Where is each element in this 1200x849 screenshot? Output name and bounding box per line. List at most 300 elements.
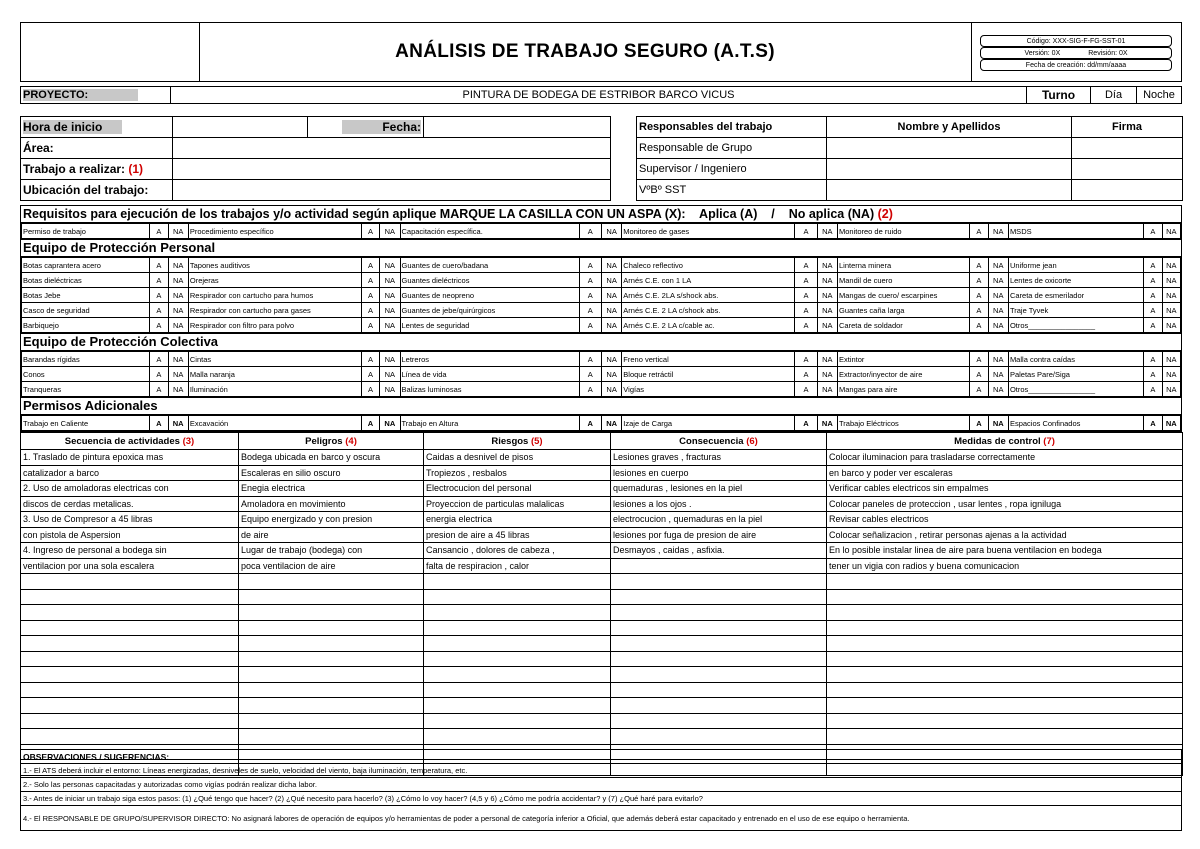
applies-checkbox[interactable]: A — [1144, 367, 1162, 382]
applies-checkbox[interactable]: A — [795, 416, 817, 431]
applies-checkbox[interactable]: A — [579, 367, 601, 382]
code-box — [980, 35, 1172, 47]
activity-cell[interactable]: lesiones a los ojos . — [611, 496, 827, 512]
checklist-row — [22, 288, 1181, 303]
work-field[interactable] — [173, 159, 611, 180]
not-applies-checkbox[interactable]: NA — [380, 288, 400, 303]
project-name[interactable]: PINTURA DE BODEGA DE ESTRIBOR BARCO VICUS — [171, 87, 1027, 103]
area-field[interactable] — [173, 138, 611, 159]
start-time-field[interactable] — [173, 117, 308, 138]
applies-checkbox[interactable]: A — [970, 288, 988, 303]
not-applies-checkbox[interactable]: NA — [1162, 303, 1180, 318]
applies-checkbox[interactable]: A — [970, 224, 988, 239]
activity-cell[interactable] — [21, 667, 239, 683]
applies-checkbox[interactable]: A — [361, 224, 379, 239]
activity-cell[interactable]: quemaduras , lesiones en la piel — [611, 481, 827, 497]
not-applies-checkbox[interactable]: NA — [601, 318, 621, 333]
applies-checkbox[interactable]: A — [795, 258, 817, 273]
activity-cell[interactable]: presion de aire a 45 libras — [424, 527, 611, 543]
activity-cell[interactable] — [21, 636, 239, 652]
not-applies-checkbox[interactable]: NA — [988, 288, 1008, 303]
activity-cell[interactable] — [611, 698, 827, 714]
shift-label: Turno — [1027, 87, 1091, 103]
activity-cell[interactable]: Tropiezos , resbalos — [424, 465, 611, 481]
not-applies-checkbox[interactable]: NA — [168, 224, 188, 239]
applies-checkbox[interactable]: A — [150, 367, 168, 382]
activity-cell[interactable]: Escaleras en silio oscuro — [239, 465, 424, 481]
applies-checkbox[interactable]: A — [795, 382, 817, 397]
not-applies-checkbox[interactable]: NA — [380, 303, 400, 318]
location-label: Ubicación del trabajo: — [21, 180, 173, 201]
checklist-item-label: Malla contra caídas — [1008, 352, 1143, 367]
activity-cell[interactable]: Verificar cables electricos sin empalmes — [827, 481, 1183, 497]
applies-checkbox[interactable]: A — [795, 288, 817, 303]
not-applies-checkbox[interactable]: NA — [168, 318, 188, 333]
activity-cell[interactable]: Revisar cables electricos — [827, 512, 1183, 528]
checklist-row — [22, 382, 1181, 397]
activity-cell[interactable] — [239, 713, 424, 729]
not-applies-checkbox[interactable]: NA — [988, 416, 1008, 431]
applies-checkbox[interactable]: A — [579, 273, 601, 288]
applies-checkbox[interactable]: A — [795, 303, 817, 318]
activity-cell[interactable] — [424, 682, 611, 698]
activity-cell[interactable] — [611, 620, 827, 636]
activity-cell[interactable]: Cansancio , dolores de cabeza , — [424, 543, 611, 559]
checklist-item-label: Guantes de neopreno — [400, 288, 579, 303]
applies-checkbox[interactable]: A — [150, 382, 168, 397]
checklist-item-label: Mangas para aire — [838, 382, 970, 397]
not-applies-checkbox[interactable]: NA — [168, 382, 188, 397]
applies-checkbox[interactable]: A — [970, 382, 988, 397]
checklist-item-label: Chaleco reflectivo — [622, 258, 795, 273]
activity-cell[interactable] — [21, 605, 239, 621]
applies-checkbox[interactable]: A — [361, 303, 379, 318]
applies-checkbox[interactable]: A — [361, 352, 379, 367]
not-applies-checkbox[interactable]: NA — [601, 352, 621, 367]
not-applies-checkbox[interactable]: NA — [380, 258, 400, 273]
responsible-signature-field[interactable] — [1072, 159, 1183, 180]
activity-cell[interactable] — [827, 651, 1183, 667]
activity-row — [21, 636, 1183, 652]
activity-cell[interactable]: Equipo energizado y con presion — [239, 512, 424, 528]
applies-checkbox[interactable]: A — [579, 416, 601, 431]
activity-cell[interactable] — [424, 620, 611, 636]
activity-cell[interactable]: Caidas a desnivel de pisos — [424, 450, 611, 466]
applies-checkbox[interactable]: A — [361, 416, 379, 431]
not-applies-checkbox[interactable]: NA — [1162, 318, 1180, 333]
activity-row — [21, 713, 1183, 729]
applies-checkbox[interactable]: A — [361, 288, 379, 303]
applies-checkbox[interactable]: A — [579, 224, 601, 239]
applies-checkbox[interactable]: A — [150, 303, 168, 318]
epp-title: Equipo de Protección Personal — [21, 239, 1181, 257]
activities-column-header — [827, 433, 1183, 450]
activity-row — [21, 651, 1183, 667]
applies-checkbox[interactable]: A — [150, 273, 168, 288]
activity-cell[interactable] — [21, 682, 239, 698]
applies-checkbox[interactable]: A — [1144, 224, 1162, 239]
activity-cell[interactable] — [827, 574, 1183, 590]
checklist-item-label: Línea de vida — [400, 367, 579, 382]
activity-row — [21, 698, 1183, 714]
activity-cell[interactable] — [827, 620, 1183, 636]
document-version: Versión: 0X — [1024, 49, 1061, 57]
not-applies-checkbox[interactable]: NA — [817, 224, 837, 239]
activity-cell[interactable]: poca ventilacion de aire — [239, 558, 424, 574]
not-applies-checkbox[interactable]: NA — [817, 367, 837, 382]
activity-cell[interactable] — [611, 558, 827, 574]
checklist-item-label: Respirador con filtro para polvo — [188, 318, 361, 333]
checklist-item-label: Cintas — [188, 352, 361, 367]
activity-cell[interactable] — [611, 667, 827, 683]
not-applies-checkbox[interactable]: NA — [380, 367, 400, 382]
not-applies-checkbox[interactable]: NA — [1162, 352, 1180, 367]
not-applies-checkbox[interactable]: NA — [988, 224, 1008, 239]
not-applies-checkbox[interactable]: NA — [380, 382, 400, 397]
checklist-item-label: Otros________________ — [1008, 382, 1143, 397]
applies-checkbox[interactable]: A — [579, 288, 601, 303]
not-applies-checkbox[interactable]: NA — [988, 273, 1008, 288]
column-header-label: Peligros — [305, 435, 343, 447]
column-header-label: Medidas de control — [954, 435, 1041, 447]
creation-date-box — [980, 59, 1172, 71]
activity-cell[interactable]: lesiones en cuerpo — [611, 465, 827, 481]
applies-checkbox[interactable]: A — [970, 258, 988, 273]
requirements-title: Requisitos para ejecución de los trabajos y/o actividad según aplique MARQUE LA CASILLA CON UN ASPA (X): Aplica (A) / No aplica (NA) (2) — [21, 206, 1181, 223]
not-applies-checkbox[interactable]: NA — [168, 273, 188, 288]
not-applies-checkbox[interactable]: NA — [988, 303, 1008, 318]
applies-checkbox[interactable]: A — [361, 273, 379, 288]
applies-checkbox[interactable]: A — [1144, 382, 1162, 397]
applies-checkbox[interactable]: A — [150, 318, 168, 333]
not-applies-checkbox[interactable]: NA — [817, 318, 837, 333]
activity-cell[interactable] — [424, 589, 611, 605]
shift-day-option[interactable]: Día — [1091, 87, 1137, 103]
checklist-item-label: Botas caprantera acero — [22, 258, 150, 273]
document-revision: Revisión: 0X — [1088, 49, 1128, 57]
not-applies-checkbox[interactable]: NA — [817, 416, 837, 431]
checklist-row — [22, 367, 1181, 382]
applies-checkbox[interactable]: A — [150, 258, 168, 273]
checklist-item-label: Conos — [22, 367, 150, 382]
not-applies-checkbox[interactable]: NA — [1162, 273, 1180, 288]
applies-checkbox[interactable]: A — [579, 258, 601, 273]
activity-cell[interactable] — [21, 698, 239, 714]
activity-row — [21, 512, 1183, 528]
shift-night-option[interactable]: Noche — [1143, 89, 1175, 101]
activity-cell[interactable] — [21, 574, 239, 590]
not-applies-checkbox[interactable]: NA — [1162, 288, 1180, 303]
activity-cell[interactable] — [827, 636, 1183, 652]
activity-cell[interactable] — [827, 682, 1183, 698]
applies-checkbox[interactable]: A — [150, 416, 168, 431]
checklist-item-label: Guantes caña larga — [838, 303, 970, 318]
not-applies-checkbox[interactable]: NA — [817, 288, 837, 303]
activity-cell[interactable] — [239, 651, 424, 667]
applies-checkbox[interactable]: A — [579, 318, 601, 333]
not-applies-checkbox[interactable]: NA — [601, 416, 621, 431]
not-applies-checkbox[interactable]: NA — [1162, 367, 1180, 382]
checklist-item-label: Mandil de cuero — [838, 273, 970, 288]
column-header-number: (3) — [182, 435, 195, 447]
not-applies-checkbox[interactable]: NA — [988, 318, 1008, 333]
location-field[interactable] — [173, 180, 611, 201]
activity-cell[interactable] — [424, 651, 611, 667]
checklist-item-label: Vigías — [622, 382, 795, 397]
activity-row — [21, 527, 1183, 543]
project-label-cell — [21, 87, 171, 103]
activity-cell[interactable] — [239, 605, 424, 621]
activity-cell[interactable] — [21, 620, 239, 636]
not-applies-checkbox[interactable]: NA — [168, 367, 188, 382]
responsible-name-field[interactable] — [827, 180, 1072, 201]
activity-cell[interactable] — [611, 651, 827, 667]
activity-cell[interactable] — [827, 605, 1183, 621]
not-applies-checkbox[interactable]: NA — [601, 273, 621, 288]
activity-cell[interactable] — [21, 713, 239, 729]
not-applies-checkbox[interactable]: NA — [168, 258, 188, 273]
not-applies-checkbox[interactable]: NA — [988, 352, 1008, 367]
activity-cell[interactable] — [611, 605, 827, 621]
activity-cell[interactable] — [239, 574, 424, 590]
activity-cell[interactable] — [827, 729, 1183, 745]
activity-cell[interactable]: ventilacion por una sola escalera — [21, 558, 239, 574]
applies-checkbox[interactable]: A — [1144, 258, 1162, 273]
applies-checkbox[interactable]: A — [361, 382, 379, 397]
applies-checkbox[interactable]: A — [361, 367, 379, 382]
not-applies-checkbox[interactable]: NA — [601, 258, 621, 273]
activity-cell[interactable]: en barco y poder ver escaleras — [827, 465, 1183, 481]
activity-cell[interactable] — [424, 729, 611, 745]
not-applies-checkbox[interactable]: NA — [168, 288, 188, 303]
activity-cell[interactable]: 2. Uso de amoladoras electricas con — [21, 481, 239, 497]
activity-cell[interactable] — [424, 605, 611, 621]
not-applies-checkbox[interactable]: NA — [380, 318, 400, 333]
applies-checkbox[interactable]: A — [970, 416, 988, 431]
checklist-item-label: Izaje de Carga — [622, 416, 795, 431]
activity-cell[interactable]: Lesiones graves , fracturas — [611, 450, 827, 466]
activity-cell[interactable] — [21, 651, 239, 667]
activity-cell[interactable] — [827, 667, 1183, 683]
not-applies-checkbox[interactable]: NA — [380, 224, 400, 239]
applies-checkbox[interactable]: A — [579, 303, 601, 318]
activity-cell[interactable] — [21, 729, 239, 745]
project-row — [20, 86, 1182, 104]
area-label: Área: — [21, 138, 173, 159]
applies-checkbox[interactable]: A — [795, 352, 817, 367]
not-applies-checkbox[interactable]: NA — [601, 288, 621, 303]
activity-cell[interactable] — [21, 589, 239, 605]
activity-cell[interactable]: falta de respiracion , calor — [424, 558, 611, 574]
checklist-item-label: Mangas de cuero/ escarpines — [838, 288, 970, 303]
activity-cell[interactable] — [239, 682, 424, 698]
activity-cell[interactable]: 3. Uso de Compresor a 45 libras — [21, 512, 239, 528]
epc-title: Equipo de Protección Colectiva — [21, 333, 1181, 351]
responsible-name-field[interactable] — [827, 159, 1072, 180]
checklist-item-label: Tranqueras — [22, 382, 150, 397]
activity-cell[interactable]: lesiones por fuga de presion de aire — [611, 527, 827, 543]
activity-cell[interactable]: Proyeccion de particulas malalicas — [424, 496, 611, 512]
applies-checkbox[interactable]: A — [970, 352, 988, 367]
activity-cell[interactable]: Electrocucion del personal — [424, 481, 611, 497]
applies-checkbox[interactable]: A — [1144, 273, 1162, 288]
applies-checkbox[interactable]: A — [795, 224, 817, 239]
checklist-item-label: Guantes de cuero/badana — [400, 258, 579, 273]
not-applies-checkbox[interactable]: NA — [817, 258, 837, 273]
not-applies-checkbox[interactable]: NA — [988, 258, 1008, 273]
applies-checkbox[interactable]: A — [1144, 288, 1162, 303]
activity-row — [21, 667, 1183, 683]
activity-cell[interactable]: Desmayos , caidas , asfixia. — [611, 543, 827, 559]
checklist-row — [22, 273, 1181, 288]
applies-checkbox[interactable]: A — [1144, 303, 1162, 318]
applies-checkbox[interactable]: A — [970, 318, 988, 333]
checklist-item-label: Trabajo en Altura — [400, 416, 579, 431]
not-applies-checkbox[interactable]: NA — [817, 273, 837, 288]
applies-checkbox[interactable]: A — [579, 382, 601, 397]
activity-cell[interactable]: Lugar de trabajo (bodega) con — [239, 543, 424, 559]
not-applies-checkbox[interactable]: NA — [601, 303, 621, 318]
checklist-item-label: Arnés C.E. 2 LA c/shock abs. — [622, 303, 795, 318]
activity-cell[interactable]: discos de cerdas metalicas. — [21, 496, 239, 512]
not-applies-checkbox[interactable]: NA — [988, 382, 1008, 397]
activity-cell[interactable] — [239, 636, 424, 652]
not-applies-checkbox[interactable]: NA — [601, 224, 621, 239]
activity-cell[interactable]: tener un vigia con radios y buena comunicacion — [827, 558, 1183, 574]
applies-checkbox[interactable]: A — [150, 224, 168, 239]
checklist-item-label: Extractor/inyector de aire — [838, 367, 970, 382]
not-applies-checkbox[interactable]: NA — [817, 382, 837, 397]
not-applies-checkbox[interactable]: NA — [1162, 258, 1180, 273]
not-applies-checkbox[interactable]: NA — [168, 303, 188, 318]
activity-cell[interactable] — [424, 698, 611, 714]
activities-column-header — [239, 433, 424, 450]
start-time-label: Hora de inicio — [21, 117, 173, 138]
activity-cell[interactable] — [611, 682, 827, 698]
activity-cell[interactable]: Colocar paneles de proteccion , usar lentes , ropa igniluga — [827, 496, 1183, 512]
not-applies-checkbox[interactable]: NA — [988, 367, 1008, 382]
checklist-item-label: Respirador con cartucho para humos — [188, 288, 361, 303]
activity-cell[interactable] — [827, 698, 1183, 714]
activity-cell[interactable] — [424, 574, 611, 590]
activity-cell[interactable]: de aire — [239, 527, 424, 543]
activities-column-header — [424, 433, 611, 450]
activity-cell[interactable]: catalizador a barco — [21, 465, 239, 481]
column-header-label: Secuencia de actividades — [64, 435, 180, 447]
activity-cell[interactable] — [611, 636, 827, 652]
not-applies-checkbox[interactable]: NA — [817, 303, 837, 318]
applies-checkbox[interactable]: A — [150, 288, 168, 303]
date-label: Fecha: — [308, 117, 424, 138]
not-applies-checkbox[interactable]: NA — [1162, 416, 1180, 431]
activities-header-row — [21, 433, 1183, 450]
activity-cell[interactable] — [827, 589, 1183, 605]
applies-checkbox[interactable]: A — [795, 273, 817, 288]
checklist-item-label: Freno vertical — [622, 352, 795, 367]
activity-cell[interactable]: con pistola de Aspersion — [21, 527, 239, 543]
responsible-signature-field[interactable] — [1072, 180, 1183, 201]
applies-checkbox[interactable]: A — [361, 258, 379, 273]
activity-cell[interactable] — [424, 636, 611, 652]
activity-cell[interactable]: Enegia electrica — [239, 481, 424, 497]
activity-cell[interactable]: Amoladora en movimiento — [239, 496, 424, 512]
applies-checkbox[interactable]: A — [795, 367, 817, 382]
activity-cell[interactable] — [611, 574, 827, 590]
not-applies-checkbox[interactable]: NA — [1162, 224, 1180, 239]
activity-cell[interactable]: Bodega ubicada en barco y oscura — [239, 450, 424, 466]
activities-column-header — [21, 433, 239, 450]
activity-cell[interactable]: energia electrica — [424, 512, 611, 528]
activity-cell[interactable]: En lo posible instalar linea de aire para buena ventilacion en bodega — [827, 543, 1183, 559]
applies-checkbox[interactable]: A — [150, 352, 168, 367]
activity-row — [21, 543, 1183, 559]
activity-cell[interactable] — [611, 713, 827, 729]
applies-checkbox[interactable]: A — [970, 367, 988, 382]
applies-checkbox[interactable]: A — [1144, 416, 1162, 431]
activity-cell[interactable]: Colocar señalizacion , retirar personas ajenas a la actividad — [827, 527, 1183, 543]
responsible-signature-field[interactable] — [1072, 138, 1183, 159]
not-applies-checkbox[interactable]: NA — [168, 352, 188, 367]
activity-cell[interactable]: electrocucion , quemaduras en la piel — [611, 512, 827, 528]
activity-cell[interactable] — [239, 698, 424, 714]
project-label: PROYECTO: — [23, 89, 138, 101]
activity-cell[interactable] — [611, 729, 827, 745]
checklist-row — [22, 318, 1181, 333]
not-applies-checkbox[interactable]: NA — [380, 352, 400, 367]
activity-cell[interactable] — [239, 589, 424, 605]
activity-cell[interactable] — [424, 713, 611, 729]
applies-checkbox[interactable]: A — [970, 273, 988, 288]
observation-line: 2.- Solo las personas capacitadas y autorizadas como vigías podrán realizar dicha labor. — [21, 778, 1182, 792]
checklist-item-label: Lentes de oxicorte — [1008, 273, 1143, 288]
applies-checkbox[interactable]: A — [795, 318, 817, 333]
activity-cell[interactable]: 1. Traslado de pintura epoxica mas — [21, 450, 239, 466]
activity-cell[interactable] — [424, 667, 611, 683]
activity-cell[interactable] — [239, 667, 424, 683]
activity-cell[interactable] — [611, 589, 827, 605]
activity-cell[interactable] — [239, 620, 424, 636]
applies-checkbox[interactable]: A — [579, 352, 601, 367]
not-applies-checkbox[interactable]: NA — [380, 416, 400, 431]
checklist-item-label: Uniforme jean — [1008, 258, 1143, 273]
not-applies-checkbox[interactable]: NA — [601, 382, 621, 397]
date-field[interactable] — [424, 117, 611, 138]
activity-cell[interactable]: 4. Ingreso de personal a bodega sin — [21, 543, 239, 559]
activity-cell[interactable] — [827, 713, 1183, 729]
checklist-item-label: Malla naranja — [188, 367, 361, 382]
applies-checkbox[interactable]: A — [361, 318, 379, 333]
applies-checkbox[interactable]: A — [1144, 318, 1162, 333]
not-applies-checkbox[interactable]: NA — [1162, 382, 1180, 397]
activities-table — [20, 432, 1183, 776]
applies-checkbox[interactable]: A — [970, 303, 988, 318]
responsible-name-field[interactable] — [827, 138, 1072, 159]
not-applies-checkbox[interactable]: NA — [168, 416, 188, 431]
not-applies-checkbox[interactable]: NA — [380, 273, 400, 288]
not-applies-checkbox[interactable]: NA — [817, 352, 837, 367]
checklist-item-label: Respirador con cartucho para gases — [188, 303, 361, 318]
not-applies-checkbox[interactable]: NA — [601, 367, 621, 382]
checklist-item-label: Otros________________ — [1008, 318, 1143, 333]
requirements-block — [20, 205, 1182, 432]
checklist-item-label: Casco de seguridad — [22, 303, 150, 318]
activity-cell[interactable] — [239, 729, 424, 745]
epc-table — [21, 351, 1181, 397]
work-label: Trabajo a realizar: (1) — [21, 159, 173, 180]
applies-checkbox[interactable]: A — [1144, 352, 1162, 367]
activity-cell[interactable]: Colocar iluminacion para trasladarse correctamente — [827, 450, 1183, 466]
observation-line: 4.- El RESPONSABLE DE GRUPO/SUPERVISOR DIRECTO: No asignará labores de operación de equipos y/o herramientas de poder a personal de categoría inferior a Oficial, que además deberá estar capacitado y entrenado en el uso de ese equipo o herramienta. — [21, 806, 1182, 831]
